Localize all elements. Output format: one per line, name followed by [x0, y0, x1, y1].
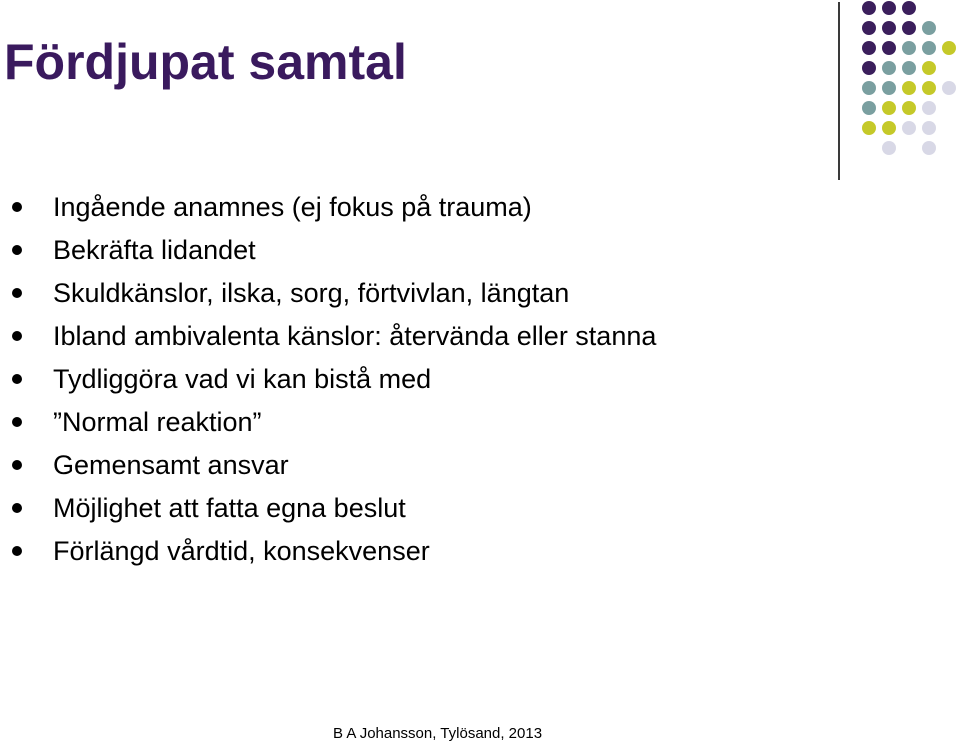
decor-dot: [882, 41, 896, 55]
decor-dot: [922, 81, 936, 95]
decor-dot: [882, 1, 896, 15]
decor-dot: [922, 21, 936, 35]
list-item: [0, 530, 656, 573]
decor-dot: [862, 81, 876, 95]
bullet-dot-icon: [12, 374, 22, 384]
decor-dot: [862, 1, 876, 15]
bullet-text: Ingående anamnes (ej fokus på trauma): [53, 192, 532, 222]
list-item: [0, 272, 656, 315]
decor-dot: [902, 81, 916, 95]
bullet-text: Skuldkänslor, ilska, sorg, förtvivlan, längtan: [53, 278, 570, 308]
decor-dot: [902, 21, 916, 35]
slide-title: Fördjupat samtal: [4, 34, 407, 90]
bullet-text: Möjlighet att fatta egna beslut: [53, 493, 406, 523]
bullet-text: Tydliggöra vad vi kan bistå med: [53, 364, 432, 394]
list-item: [0, 186, 656, 229]
decor-dot: [902, 1, 916, 15]
decor-dot: [882, 81, 896, 95]
bullet-dot-icon: [12, 460, 22, 470]
bullet-dot-icon: [12, 245, 22, 255]
decor-dot: [902, 121, 916, 135]
decor-dot: [862, 121, 876, 135]
slide-footer: B A Johansson, Tylösand, 2013: [333, 725, 543, 742]
decor-dot: [882, 101, 896, 115]
bullet-text: Bekräfta lidandet: [53, 235, 256, 265]
decor-dot: [882, 61, 896, 75]
bullet-dot-icon: [12, 331, 22, 341]
list-item: [0, 401, 656, 444]
decor-dot: [862, 61, 876, 75]
decor-dot: [922, 41, 936, 55]
decor-dot: [942, 81, 956, 95]
bullet-dot-icon: [12, 288, 22, 298]
decorative-dot-grid: [856, 0, 960, 160]
decor-dot: [862, 101, 876, 115]
bullet-text: Förlängd vårdtid, konsekvenser: [53, 536, 430, 566]
decor-dot: [922, 121, 936, 135]
decor-dot: [882, 121, 896, 135]
decor-dot: [922, 101, 936, 115]
bullet-text: Ibland ambivalenta känslor: återvända eller stanna: [53, 321, 657, 351]
bullet-text: Gemensamt ansvar: [53, 450, 289, 480]
decor-dot: [902, 61, 916, 75]
bullet-dot-icon: [12, 546, 22, 556]
decor-dot: [942, 41, 956, 55]
decor-dot: [882, 21, 896, 35]
bullet-dot-icon: [12, 503, 22, 513]
decor-dot: [902, 41, 916, 55]
bullet-text: ”Normal reaktion”: [53, 407, 262, 437]
decor-dot: [882, 141, 896, 155]
list-item: [0, 358, 656, 401]
bullet-list: [0, 186, 656, 573]
decor-dot: [922, 141, 936, 155]
bullet-dot-icon: [12, 202, 22, 212]
decor-dot: [862, 21, 876, 35]
decor-dot: [862, 41, 876, 55]
list-item: [0, 229, 656, 272]
bullet-dot-icon: [12, 417, 22, 427]
vertical-divider: [838, 2, 840, 180]
decor-dot: [922, 61, 936, 75]
list-item: [0, 444, 656, 487]
decor-dot: [902, 101, 916, 115]
list-item: [0, 487, 656, 530]
list-item: [0, 315, 656, 358]
